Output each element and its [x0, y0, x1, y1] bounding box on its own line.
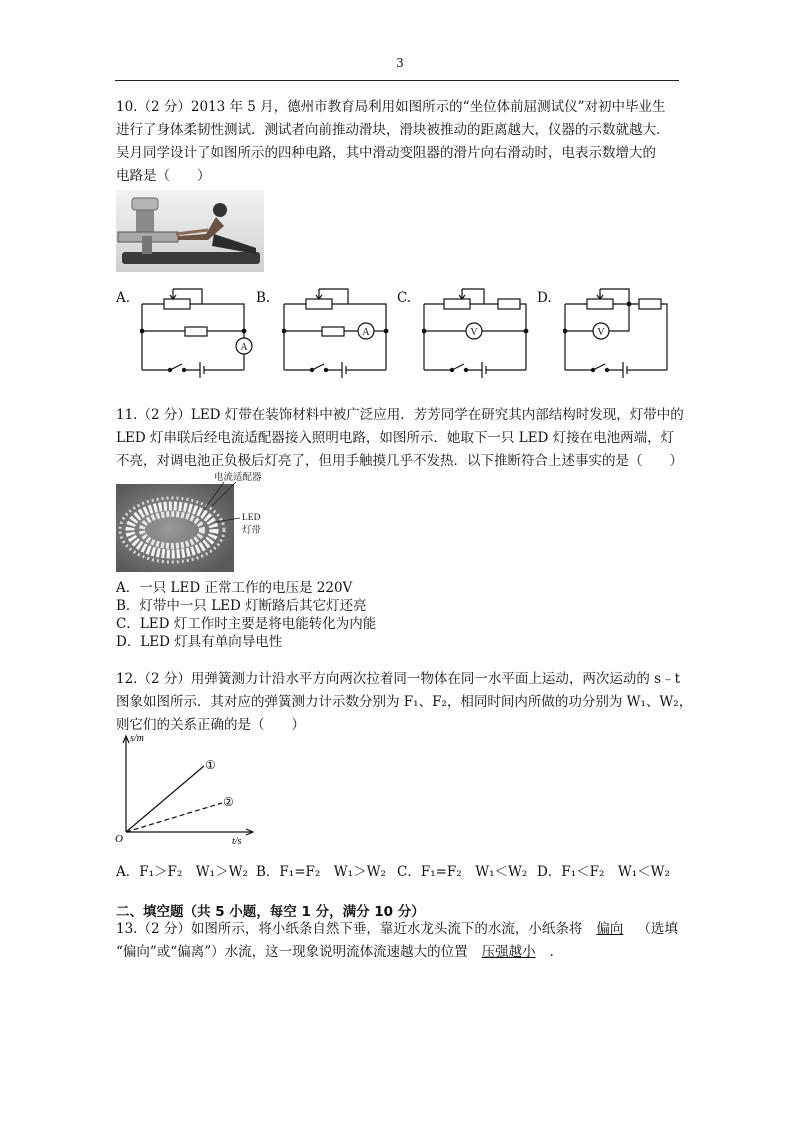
x-axis-label: t/s — [232, 836, 242, 846]
q11-option-b: B．灯带中一只 LED 灯断路后其它灯还亮 — [116, 598, 367, 614]
q13-line-2-prefix: “偏向”或“偏离”）水流，这一现象说明流体流速越大的位置 — [116, 944, 468, 960]
circuit-c — [422, 284, 542, 380]
q13-answer-blank-1: 偏向 — [596, 921, 624, 937]
led-strip-photo — [116, 470, 316, 572]
q11-line-1: 11.（2 分）LED 灯带在装饰材料中被广泛应用．芳芳同学在研究其内部结构时发现，灯带中的 — [116, 407, 684, 423]
q10-option-b-label: B. — [256, 290, 271, 306]
q10-line-1: 10.（2 分）2013 年 5 月，德州市教育局利用如图所示的“坐位体前屈测试仪”对初中毕业生 — [116, 99, 666, 115]
section-heading: 二、填空题（共 5 小题，每空 1 分，满分 10 分） — [116, 904, 425, 920]
s-t-graph — [112, 728, 262, 846]
q10-line-2: 进行了身体柔韧性测试．测试者向前推动滑块，滑块被推动的距离越大，仪器的示数就越大． — [116, 122, 670, 138]
voltmeter-symbol-d: V — [597, 327, 605, 338]
line-2-label: ② — [223, 795, 234, 809]
voltmeter-symbol-c: V — [470, 327, 478, 338]
q12-option-b: B．F₁=F₂ W₁＞W₂ — [256, 864, 386, 880]
q11-option-c: C．LED 灯工作时主要是将电能转化为内能 — [116, 616, 377, 632]
line-1-label: ① — [205, 758, 216, 772]
ammeter-symbol-b: A — [362, 327, 370, 338]
y-axis-label: s/m — [130, 733, 144, 744]
circuit-a — [140, 284, 260, 380]
circuit-b — [282, 284, 402, 380]
circuit-d — [563, 284, 683, 380]
line-2 — [126, 803, 222, 832]
origin-label: O — [115, 833, 123, 845]
header-rule — [115, 80, 679, 81]
q10-option-a-label: A. — [116, 290, 131, 306]
page-number: 3 — [396, 56, 404, 70]
q12-line-2: 图象如图所示．其对应的弹簧测力计示数分别为 F₁、F₂，相同时间内所做的功分别为 W₁、W₂， — [116, 694, 693, 710]
q10-line-4: 电路是（ ） — [116, 168, 211, 184]
strip-label: 灯带 — [242, 526, 262, 536]
q13-line-2-suffix: ． — [549, 944, 564, 960]
adapter-label: 电流适配器 — [214, 473, 262, 483]
q12-line-1: 12.（2 分）用弹簧测力计沿水平方向两次拉着同一物体在同一水平面上运动，两次运动的 s﹣t — [116, 671, 680, 687]
line-1 — [126, 766, 204, 832]
q12-line-3: 则它们的关系正确的是（ ） — [116, 717, 305, 733]
q11-line-2: LED 灯串联后经电流适配器接入照明电路，如图所示．她取下一只 LED 灯接在电池两端，灯 — [116, 430, 675, 446]
q12-option-d: D．F₁＜F₂ W₁＜W₂ — [537, 864, 670, 880]
q13-line-1-prefix: 13.（2 分）如图所示，将小纸条自然下垂，靠近水龙头流下的水流，小纸条将 — [116, 921, 583, 937]
q12-option-a: A．F₁＞F₂ W₁＞W₂ — [116, 864, 248, 880]
sit-and-reach-photo — [116, 190, 264, 272]
led-label: LED — [242, 513, 261, 523]
q10-option-d-label: D. — [537, 290, 552, 306]
q10-option-c-label: C. — [397, 290, 412, 306]
q11-option-a: A．一只 LED 正常工作的电压是 220V — [116, 580, 353, 596]
q11-option-d: D．LED 灯具有单向导电性 — [116, 634, 283, 650]
q13-line-1 — [116, 918, 678, 940]
q13-line-1-suffix: （选填 — [637, 921, 678, 937]
q13-answer-blank-2: 压强越小 — [481, 944, 536, 960]
q10-line-3: 吴月同学设计了如图所示的四种电路，其中滑动变阻器的滑片向右滑动时，电表示数增大的 — [116, 145, 656, 161]
ammeter-symbol-a: A — [240, 342, 248, 353]
q11-line-3: 不亮，对调电池正负极后灯亮了，但用手触摸几乎不发热．以下推断符合上述事实的是（ ） — [116, 453, 683, 469]
q13-line-2 — [116, 941, 563, 963]
q12-option-c: C．F₁=F₂ W₁＜W₂ — [397, 864, 528, 880]
